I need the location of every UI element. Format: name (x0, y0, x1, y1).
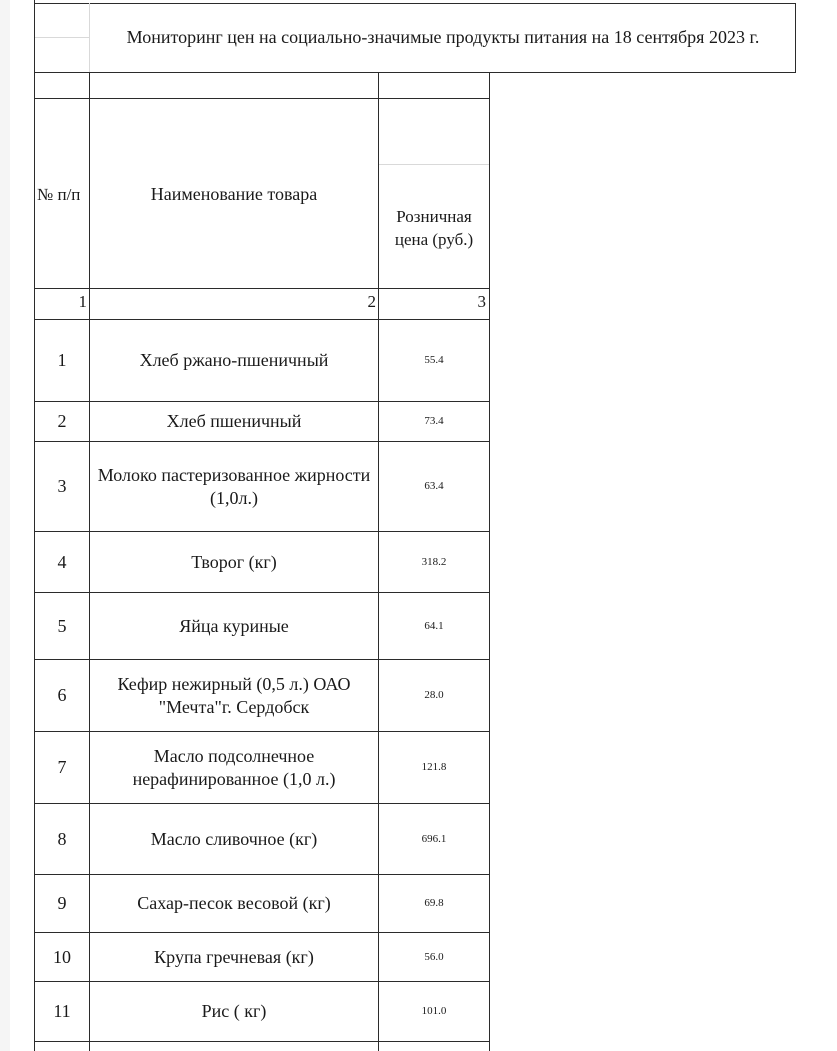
product-price: 73.4 (424, 415, 444, 427)
product-price: 696.1 (421, 832, 447, 845)
header-num: № п/п (37, 184, 81, 204)
product-name: Хлеб ржано-пшеничный (139, 350, 329, 370)
row-number: 10 (53, 946, 71, 967)
title-cell-divider (35, 37, 90, 38)
row-number: 6 (57, 685, 67, 705)
row-number: 8 (57, 828, 67, 849)
row-number: 1 (57, 350, 67, 370)
row-number: 7 (57, 757, 67, 777)
header-name: Наименование товара (150, 183, 318, 204)
title-border-top (35, 3, 796, 4)
colnum-3: 3 (477, 292, 486, 311)
product-name: Сахар-песок весовой (кг) (137, 893, 331, 913)
row-number: 3 (57, 476, 67, 496)
product-price: 56.0 (424, 950, 444, 963)
product-price: 64.1 (424, 619, 444, 632)
product-name: Кефир нежирный (0,5 л.) ОАО "Мечта"г. Сердобск (117, 673, 351, 717)
header-price: Розничная цена (руб.) (394, 207, 474, 249)
row-number: 2 (57, 411, 67, 431)
header-line-top (35, 98, 490, 99)
product-price: 63.4 (424, 480, 444, 492)
product-name: Рис ( кг) (201, 1001, 267, 1021)
row-number: 4 (57, 551, 67, 572)
row-number: 5 (57, 615, 67, 636)
product-price: 28.0 (424, 689, 444, 701)
page-title: Мониторинг цен на социально-значимые продукты питания на 18 сентября 2023 г. (126, 27, 760, 47)
colnum-2: 2 (367, 292, 376, 311)
product-name: Масло подсолнечное нерафинированное (1,0 л.) (132, 745, 336, 789)
product-name: Молоко пастеризованное жирности (1,0л.) (97, 464, 371, 508)
product-price: 101.0 (421, 1005, 447, 1017)
product-price: 69.8 (424, 897, 444, 909)
product-price: 318.2 (421, 555, 447, 568)
product-name: Яйца куриные (179, 615, 289, 636)
row-number: 9 (57, 893, 67, 913)
header-price-divider (379, 164, 489, 165)
row-number: 11 (53, 1001, 71, 1021)
product-price: 121.8 (421, 761, 447, 773)
product-name: Масло сливочное (кг) (150, 828, 318, 849)
row-divider (35, 1041, 490, 1042)
colnum-1: 1 (78, 292, 87, 311)
product-name: Хлеб пшеничный (166, 411, 302, 431)
header-line-bottom (35, 288, 490, 289)
product-name: Творог (кг) (191, 551, 277, 572)
title-border-bottom (35, 72, 796, 73)
table-border-right (489, 72, 490, 1051)
product-price: 55.4 (424, 354, 444, 366)
product-name: Крупа гречневая (кг) (154, 946, 314, 967)
table-col-divider-1 (89, 72, 90, 1051)
